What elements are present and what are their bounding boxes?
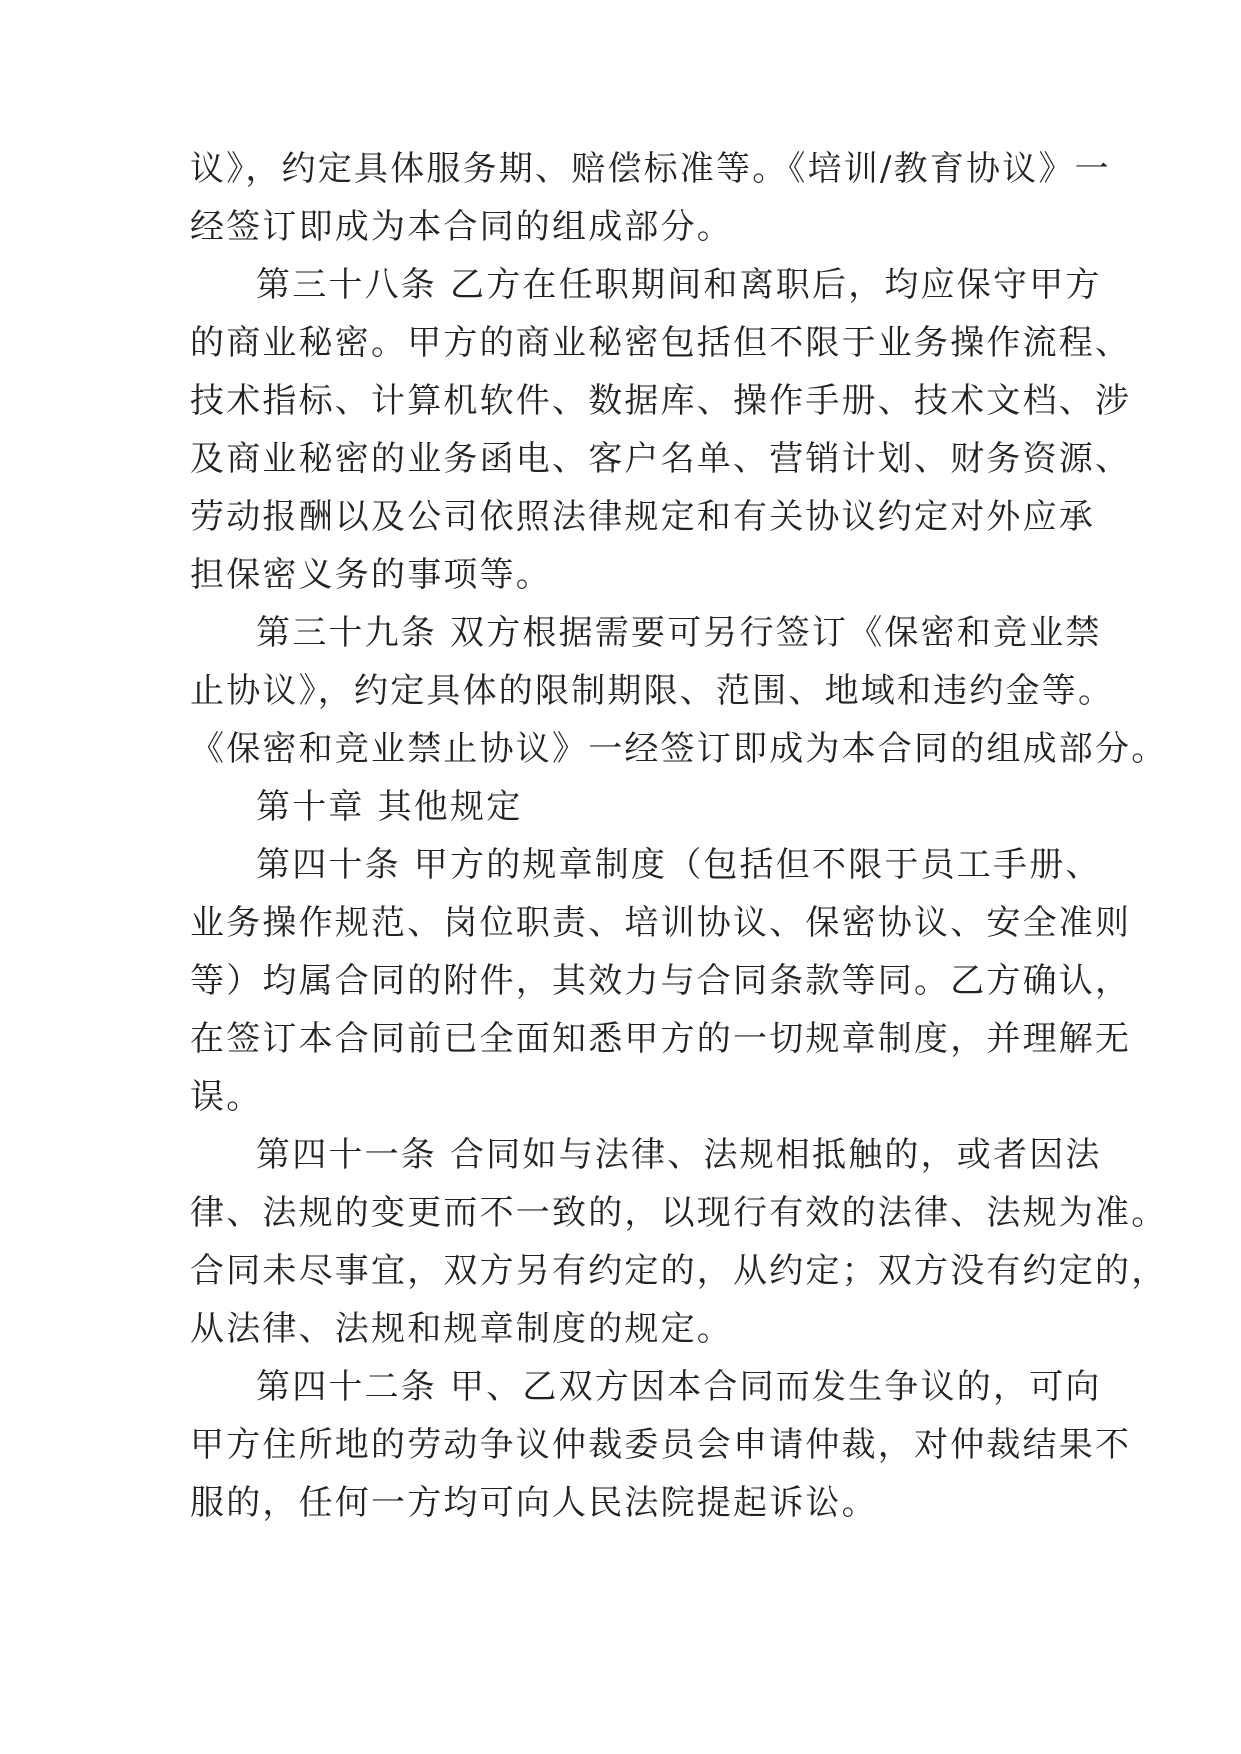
text-line: 技术指标、计算机软件、数据库、操作手册、技术文档、涉 bbox=[190, 381, 1132, 421]
text-line: 在签订本合同前已全面知悉甲方的一切规章制度，并理解无 bbox=[190, 1019, 1132, 1059]
article-42-heading-line: 第四十二条 甲、乙双方因本合同而发生争议的，可向 bbox=[256, 1367, 1102, 1407]
text-line: 议》，约定具体服务期、赔偿标准等。《培训/教育协议》一 bbox=[190, 149, 1111, 189]
text-line: 服的，任何一方均可向人民法院提起诉讼。 bbox=[190, 1483, 878, 1523]
text-line: 经签订即成为本合同的组成部分。 bbox=[190, 207, 733, 247]
text-line: 合同未尽事宜，双方另有约定的，从约定；双方没有约定的， bbox=[190, 1251, 1168, 1291]
text-line: 及商业秘密的业务函电、客户名单、营销计划、财务资源、 bbox=[190, 439, 1132, 479]
article-40-heading-line: 第四十条 甲方的规章制度（包括但不限于员工手册、 bbox=[256, 845, 1102, 885]
text-line: 《保密和竞业禁止协议》一经签订即成为本合同的组成部分。 bbox=[190, 729, 1168, 769]
text-line: 业务操作规范、岗位职责、培训协议、保密协议、安全准则 bbox=[190, 903, 1132, 943]
text-line: 的商业秘密。甲方的商业秘密包括但不限于业务操作流程、 bbox=[190, 323, 1132, 363]
text-line: 误。 bbox=[190, 1077, 263, 1117]
text-line: 担保密义务的事项等。 bbox=[190, 555, 552, 595]
text-line: 从法律、法规和规章制度的规定。 bbox=[190, 1309, 733, 1349]
text-line: 劳动报酬以及公司依照法律规定和有关协议约定对外应承 bbox=[190, 497, 1095, 537]
text-line: 止协议》，约定具体的限制期限、范围、地域和违约金等。 bbox=[190, 671, 1115, 711]
article-41-heading-line: 第四十一条 合同如与法律、法规相抵触的，或者因法 bbox=[256, 1135, 1102, 1175]
article-38-heading-line: 第三十八条 乙方在任职期间和离职后，均应保守甲方 bbox=[256, 265, 1102, 305]
article-39-heading-line: 第三十九条 双方根据需要可另行签订《保密和竞业禁 bbox=[256, 613, 1102, 653]
text-line: 等）均属合同的附件，其效力与合同条款等同。乙方确认， bbox=[190, 961, 1132, 1001]
text-line: 甲方住所地的劳动争议仲裁委员会申请仲裁，对仲裁结果不 bbox=[190, 1425, 1132, 1465]
chapter-10-heading: 第十章 其他规定 bbox=[256, 787, 523, 827]
text-line: 律、法规的变更而不一致的，以现行有效的法律、法规为准。 bbox=[190, 1193, 1168, 1233]
